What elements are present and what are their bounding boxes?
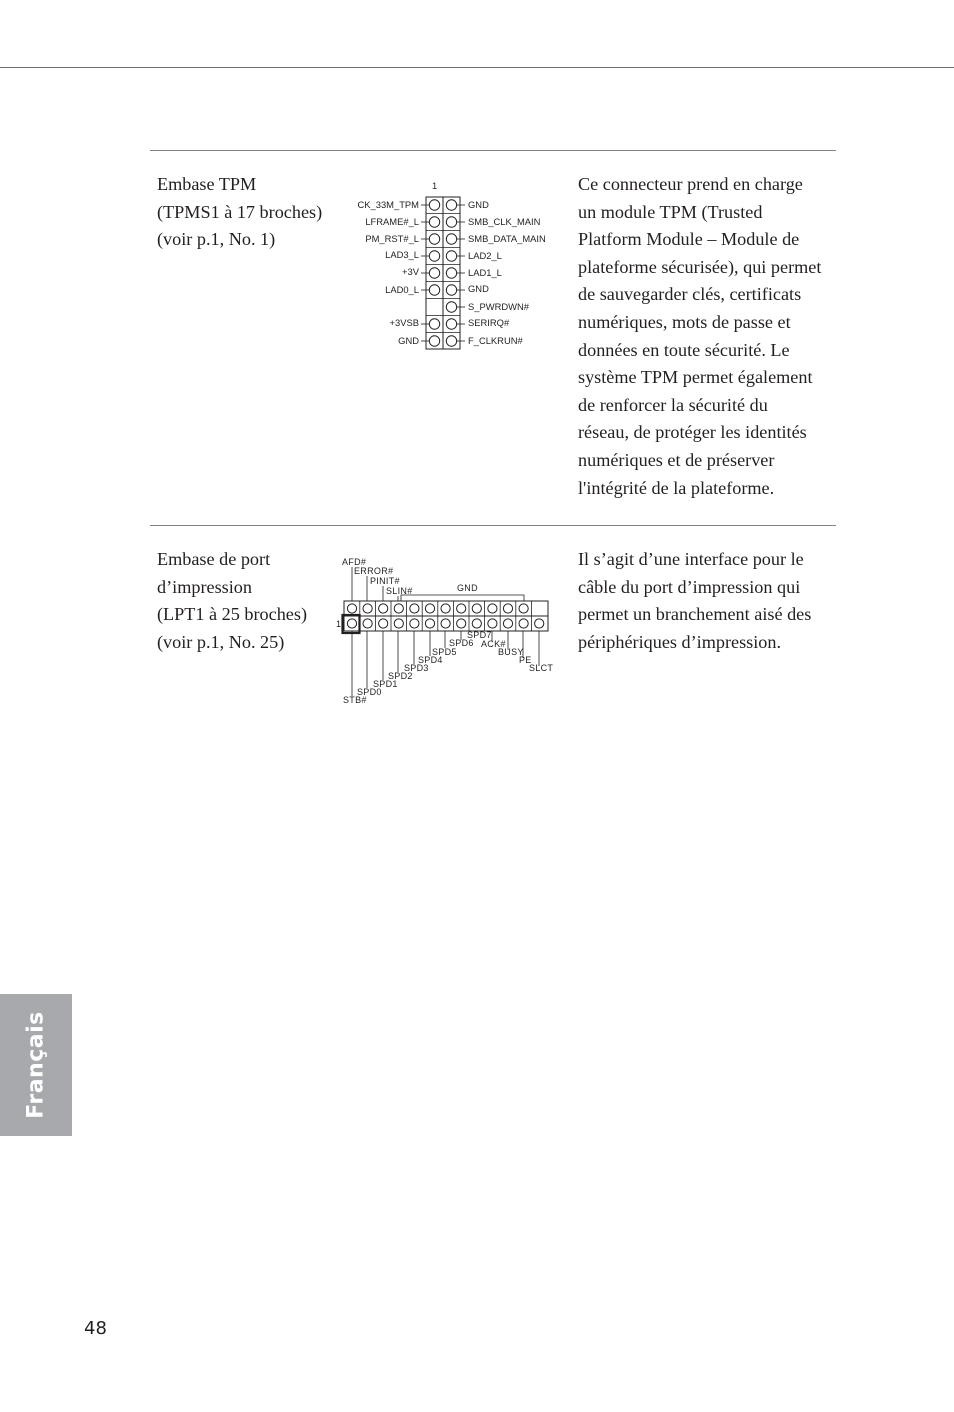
- page-number: 48: [84, 1318, 107, 1339]
- lpt-title-line: (voir p.1, No. 25): [157, 631, 285, 652]
- lpt-bottom-label: SLCT: [529, 663, 554, 673]
- lpt-title-line: Embase de port: [157, 549, 271, 569]
- lpt-title-line: d’impression: [157, 576, 252, 597]
- tpm-left-labels: [358, 199, 420, 346]
- lpt-bottom-label: SPD5: [432, 647, 457, 657]
- tpm-right-label: GND: [468, 199, 489, 210]
- tpm-pin: [429, 251, 439, 261]
- lpt-bottom-label: SPD7: [467, 630, 492, 640]
- lpt-pin: [347, 604, 356, 613]
- tpm-description-line: de renforcer la sécurité du: [578, 394, 768, 415]
- lpt-pin: [425, 604, 434, 613]
- tpm-pin: [429, 200, 439, 210]
- tpm-right-label: SMB_DATA_MAIN: [468, 233, 546, 244]
- tpm-left-label: GND: [398, 335, 419, 346]
- tpm-description-line: système TPM permet également: [578, 367, 813, 388]
- lpt-description-line: périphériques d’impression.: [578, 631, 782, 652]
- lpt-pin: [441, 604, 450, 613]
- tpm-pin: [446, 200, 456, 210]
- lpt-pin: [457, 619, 466, 628]
- lpt-description: [578, 546, 830, 656]
- tpm-title-line: (TPMS1 à 17 broches): [157, 201, 323, 222]
- lpt-pin: [535, 619, 544, 628]
- lpt-bottom-label: SPD2: [388, 671, 413, 681]
- lpt-pin: [457, 604, 466, 613]
- lpt-bottom-label: STB#: [343, 695, 367, 705]
- tpm-description-line: données en toute sécurité. Le: [578, 339, 790, 360]
- tpm-pin: [429, 268, 439, 278]
- tpm-pin: [446, 336, 456, 346]
- lpt-bottom-label: SPD4: [418, 655, 443, 665]
- lpt-top-label: GND: [457, 583, 478, 593]
- tpm-left-label: CK_33M_TPM: [357, 199, 419, 210]
- tpm-right-label: SMB_CLK_MAIN: [468, 216, 541, 227]
- tpm-description-line: l'intégrité de la plateforme.: [578, 477, 775, 498]
- tpm-title: [157, 171, 337, 254]
- tpm-description-line: réseau, de protéger les identités: [578, 422, 807, 443]
- lpt-bottom-label: SPD1: [373, 679, 398, 689]
- tpm-left-label: LAD3_L: [385, 249, 419, 260]
- tpm-title-line: (voir p.1, No. 1): [157, 229, 276, 250]
- lpt-pin: [425, 619, 434, 628]
- tpm-pin: [446, 268, 456, 278]
- lpt-bottom-label: ACK#: [481, 639, 506, 649]
- lpt-pin: [472, 604, 481, 613]
- lpt-pin: [363, 604, 372, 613]
- lpt-pin1-label: 1: [336, 619, 342, 629]
- tpm-description-line: Platform Module – Module de: [578, 229, 800, 250]
- table-rule-top: [150, 150, 836, 151]
- tpm-right-label: LAD2_L: [468, 250, 502, 261]
- tpm-pin: [429, 234, 439, 244]
- language-tab-label: Français: [23, 1011, 49, 1119]
- lpt-description-line: câble du port d’impression qui: [578, 576, 801, 597]
- lpt-pin: [488, 619, 497, 628]
- header-rule: [0, 67, 954, 68]
- tpm-pin: [446, 285, 456, 295]
- tpm-pin: [446, 302, 456, 312]
- lpt-pin: [394, 604, 403, 613]
- lpt-bottom-label: PE: [519, 655, 532, 665]
- lpt-pin: [379, 619, 388, 628]
- tpm-description-line: numériques, mots de passe et: [578, 311, 791, 332]
- tpm-left-label: PM_RST#_L: [365, 233, 419, 244]
- lpt-pin: [503, 619, 512, 628]
- tpm-pin: [429, 319, 439, 329]
- tpm-right-label: SERIRQ#: [468, 317, 510, 328]
- lpt-bottom-label: SPD6: [449, 638, 474, 648]
- tpm-right-labels: [468, 199, 546, 346]
- lpt-pin: [488, 604, 497, 613]
- tpm-description-line: un module TPM (Trusted: [578, 201, 763, 222]
- tpm-left-label: LAD0_L: [385, 284, 419, 295]
- lpt-pin: [379, 604, 388, 613]
- lpt-pin: [519, 604, 528, 613]
- lpt-top-label: ERROR#: [354, 566, 394, 576]
- tpm-left-label: +3VSB: [389, 317, 419, 328]
- lpt-pin: [519, 619, 528, 628]
- tpm-description-line: plateforme sécurisée), qui permet: [578, 256, 822, 277]
- lpt-pin-diagram: [334, 555, 560, 710]
- lpt-top-label: PINIT#: [370, 576, 400, 586]
- lpt-bottom-label: SPD3: [404, 663, 429, 673]
- tpm-left-label: +3V: [402, 266, 419, 277]
- lpt-pin: [441, 619, 450, 628]
- lpt-title: [157, 546, 337, 656]
- tpm-title-line: Embase TPM: [157, 174, 257, 194]
- tpm-description-line: Ce connecteur prend en charge: [578, 174, 803, 194]
- tpm-pin: [429, 217, 439, 227]
- tpm-pin: [446, 234, 456, 244]
- tpm-pin-diagram: [340, 176, 570, 356]
- tpm-right-label: S_PWRDWN#: [468, 301, 529, 312]
- lpt-pin: [347, 619, 356, 628]
- lpt-top-label: AFD#: [342, 557, 367, 567]
- lpt-gnd-bracket: [401, 595, 524, 601]
- tpm-description: [578, 171, 830, 502]
- tpm-pin1-label: 1: [432, 180, 438, 191]
- lpt-title-line: (LPT1 à 25 broches): [157, 604, 308, 625]
- lpt-pin: [363, 619, 372, 628]
- tpm-description-line: numériques et de préserver: [578, 449, 775, 470]
- tpm-right-label: GND: [468, 283, 489, 294]
- tpm-pin: [429, 285, 439, 295]
- lpt-description-line: Il s’agit d’une interface pour le: [578, 549, 804, 569]
- tpm-pin: [446, 251, 456, 261]
- language-side-tab: [0, 994, 72, 1136]
- lpt-pin: [410, 619, 419, 628]
- lpt-bottom-label: SPD0: [357, 687, 382, 697]
- tpm-description-line: de sauvegarder clés, certificats: [578, 284, 802, 305]
- lpt-bottom-label: BUSY: [498, 647, 524, 657]
- tpm-pin: [429, 336, 439, 346]
- lpt-pin: [394, 619, 403, 628]
- tpm-pin: [446, 319, 456, 329]
- lpt-description-line: permet un branchement aisé des: [578, 604, 812, 625]
- table-rule-middle: [150, 525, 836, 526]
- tpm-right-label: F_CLKRUN#: [468, 335, 523, 346]
- tpm-left-label: LFRAME#_L: [365, 216, 419, 227]
- tpm-right-label: LAD1_L: [468, 267, 502, 278]
- lpt-pin: [410, 604, 419, 613]
- lpt-pin: [472, 619, 481, 628]
- tpm-pin: [446, 217, 456, 227]
- lpt-pin: [503, 604, 512, 613]
- lpt-top-label: SLIN#: [386, 586, 413, 596]
